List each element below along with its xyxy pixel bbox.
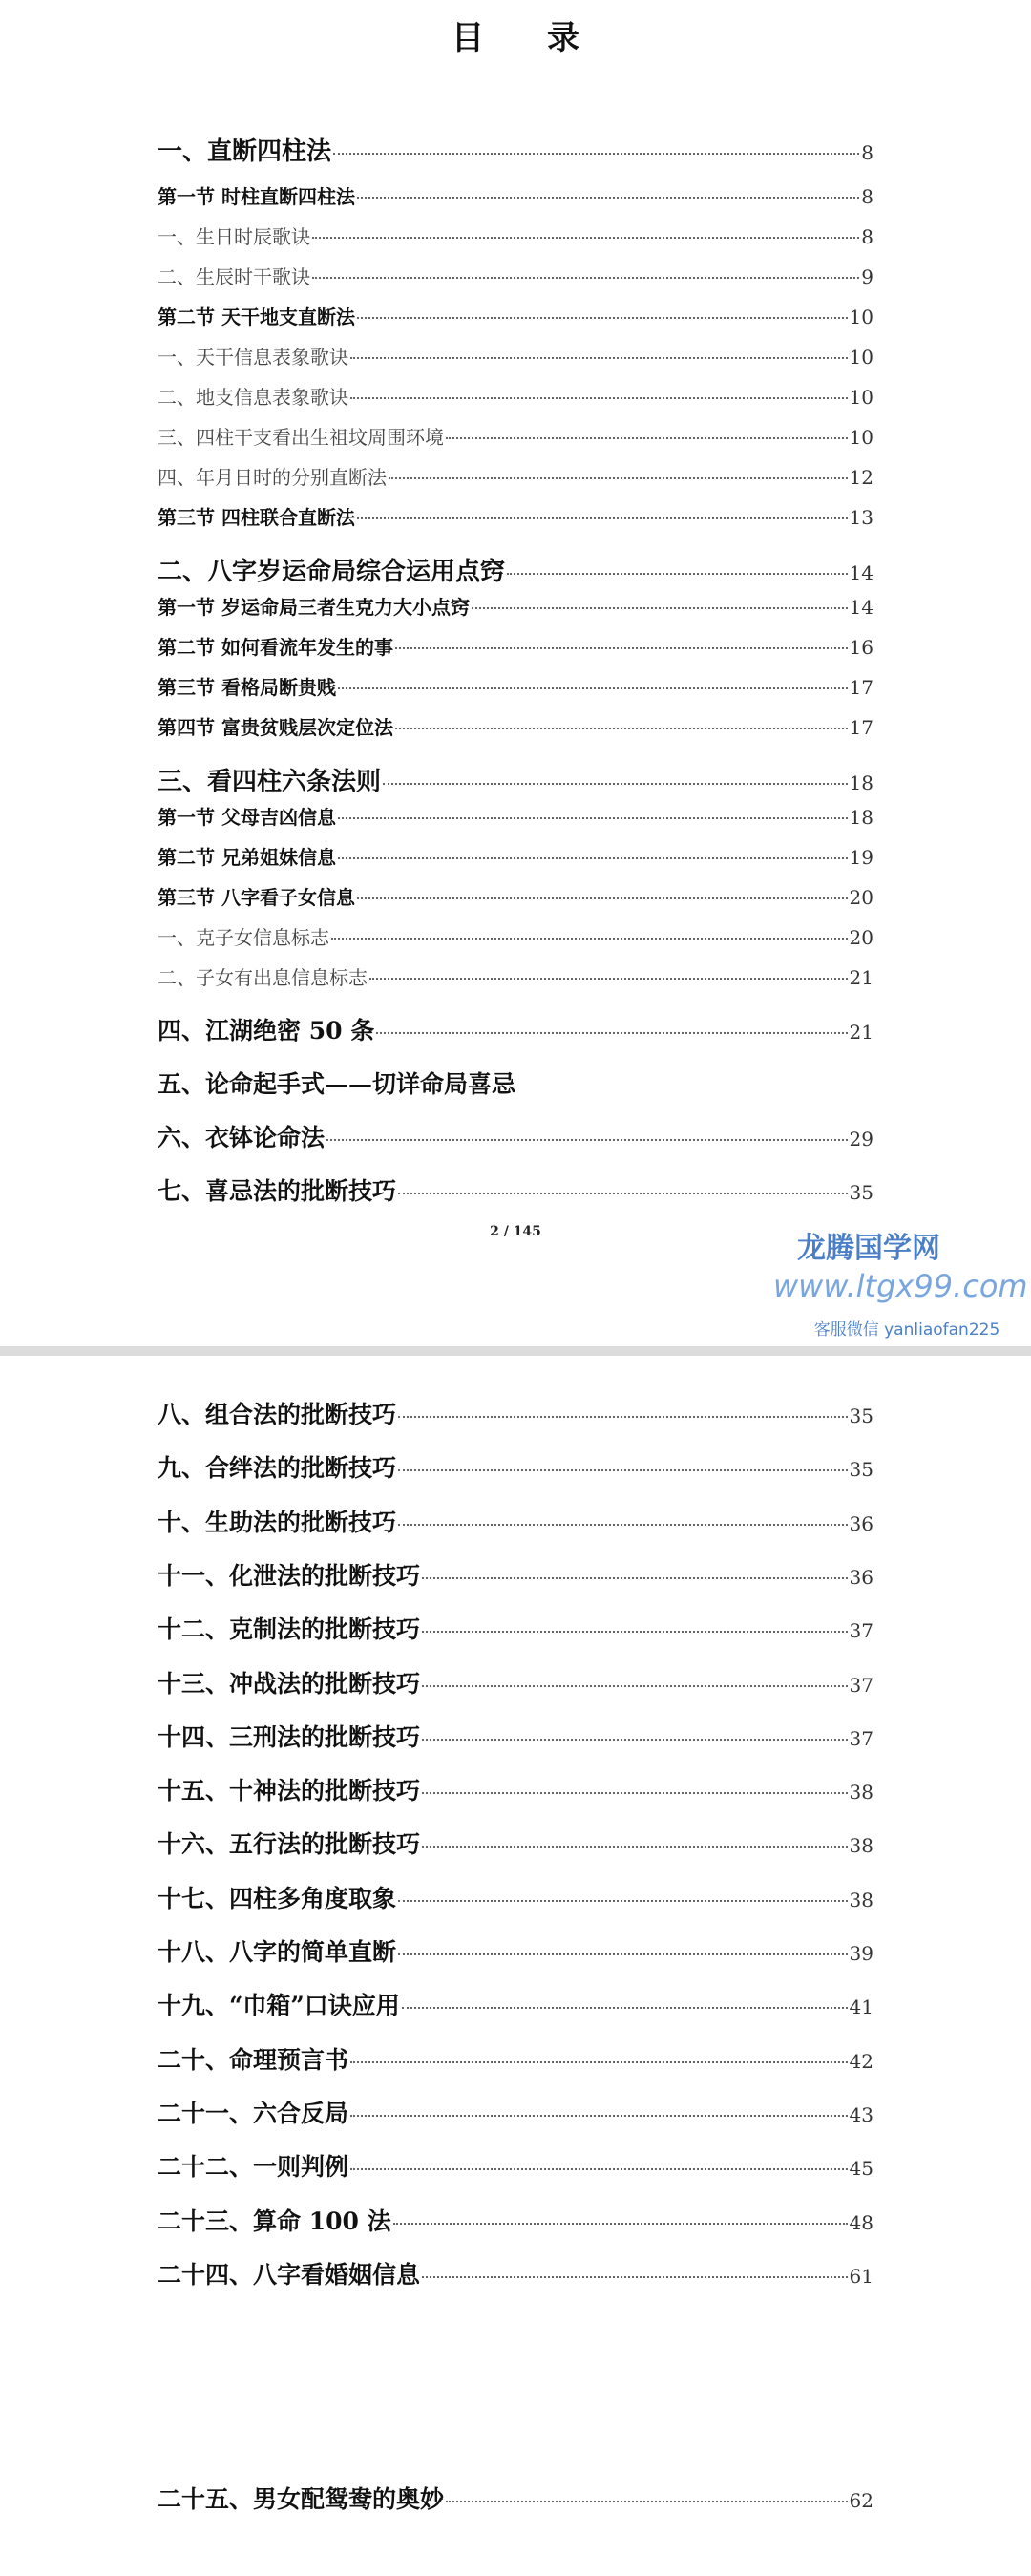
toc-entry-page: 13 bbox=[849, 506, 873, 529]
toc-entry-label: 一、生日时辰歌诀 bbox=[158, 225, 310, 248]
toc-entry bbox=[158, 2256, 873, 2291]
toc-entry-page: 41 bbox=[849, 1995, 873, 2018]
toc-leader-dots bbox=[338, 857, 848, 859]
toc-entry-label: 十九、“巾箱”口诀应用 bbox=[158, 1992, 400, 2019]
toc-leader-dots bbox=[389, 477, 848, 479]
toc-entry bbox=[158, 2481, 873, 2515]
toc-entry-page: 37 bbox=[849, 1727, 873, 1750]
toc-leader-dots bbox=[398, 1524, 848, 1526]
toc-title-char-1: 目 bbox=[452, 19, 484, 57]
toc-entry-page: 35 bbox=[849, 1404, 873, 1427]
toc-entry bbox=[158, 1557, 873, 1592]
toc-entry-page: 19 bbox=[849, 846, 873, 869]
toc-entry-page: 17 bbox=[849, 676, 873, 699]
toc-entry bbox=[158, 592, 873, 620]
toc-leader-dots bbox=[398, 1953, 848, 1955]
toc-leader-dots bbox=[338, 817, 848, 819]
toc-entry-label: 第三节 八字看子女信息 bbox=[158, 886, 355, 909]
toc-entry bbox=[158, 302, 873, 329]
toc-leader-dots bbox=[376, 1032, 847, 1034]
toc-entry bbox=[158, 1772, 873, 1806]
toc-entry bbox=[158, 502, 873, 530]
toc-entry bbox=[158, 2095, 873, 2129]
toc-entry bbox=[158, 1826, 873, 1860]
toc-entry-label: 第四节 富贵贫贱层次定位法 bbox=[158, 716, 393, 739]
toc-leader-dots bbox=[422, 2276, 848, 2278]
toc-entry bbox=[158, 552, 873, 587]
toc-entry-label: 五、论命起手式——切详命局喜忌 bbox=[158, 1070, 516, 1098]
toc-entry-page: 8 bbox=[861, 225, 873, 248]
toc-leader-dots bbox=[395, 647, 848, 649]
toc-entry-label: 六、衣钵论命法 bbox=[158, 1124, 326, 1151]
toc-entry bbox=[158, 1449, 873, 1484]
watermark-title: 龙腾国学网 bbox=[797, 1232, 940, 1265]
toc-entry bbox=[158, 1880, 873, 1914]
toc-entry-page: 10 bbox=[849, 346, 873, 369]
toc-entry-page: 8 bbox=[861, 185, 873, 208]
watermark-url: www.ltgx99.com bbox=[773, 1268, 1028, 1304]
toc-entry bbox=[158, 1119, 873, 1153]
toc-entry bbox=[158, 1933, 873, 1968]
toc-entry bbox=[158, 1066, 873, 1100]
toc-entry-page: 37 bbox=[849, 1674, 873, 1697]
toc-leader-dots bbox=[402, 2007, 848, 2009]
toc-entry-label: 一、克子女信息标志 bbox=[158, 926, 329, 949]
toc-entry-page: 48 bbox=[849, 2211, 873, 2234]
toc-entry bbox=[158, 1987, 873, 2021]
toc-page-2 bbox=[0, 1356, 1031, 2576]
toc-entry-page: 14 bbox=[849, 561, 873, 584]
toc-entry-page: 18 bbox=[849, 771, 873, 794]
toc-leader-dots bbox=[398, 1469, 848, 1471]
toc-leader-dots bbox=[357, 317, 848, 319]
toc-entry-page: 14 bbox=[849, 596, 873, 619]
toc-leader-dots bbox=[383, 783, 848, 785]
toc-leader-dots bbox=[331, 938, 848, 940]
toc-entry-page: 35 bbox=[849, 1181, 873, 1204]
toc-entry-label: 九、合绊法的批断技巧 bbox=[158, 1454, 397, 1482]
toc-leader-dots bbox=[422, 1685, 848, 1687]
toc-entry bbox=[158, 1504, 873, 1538]
toc-entry-label: 一、天干信息表象歌诀 bbox=[158, 346, 348, 369]
toc-entry bbox=[158, 2203, 873, 2237]
toc-leader-dots bbox=[338, 687, 848, 689]
toc-leader-dots bbox=[369, 978, 848, 980]
toc-entry-page: 21 bbox=[849, 1021, 873, 1044]
toc-entry-label: 十二、克制法的批断技巧 bbox=[158, 1615, 421, 1643]
toc-entry bbox=[158, 342, 873, 370]
toc-entry-page: 18 bbox=[849, 806, 873, 829]
toc-entry bbox=[158, 882, 873, 910]
toc-leader-dots bbox=[422, 1792, 848, 1794]
toc-leader-dots bbox=[446, 437, 848, 439]
toc-leader-dots bbox=[398, 1416, 848, 1418]
toc-entry bbox=[158, 181, 873, 209]
toc-leader-dots bbox=[395, 728, 848, 729]
toc-entry-label: 十四、三刑法的批断技巧 bbox=[158, 1723, 421, 1751]
toc-leader-dots bbox=[422, 1577, 848, 1579]
page-separator bbox=[0, 1346, 1031, 1356]
toc-entry-label: 十六、五行法的批断技巧 bbox=[158, 1830, 421, 1858]
toc-entry-page: 8 bbox=[861, 141, 873, 164]
toc-entry-label: 二十、命理预言书 bbox=[158, 2046, 349, 2074]
toc-leader-dots bbox=[357, 197, 859, 199]
toc-entry-label: 三、四柱干支看出生祖坟周围环境 bbox=[158, 426, 444, 449]
toc-entry bbox=[158, 1396, 873, 1430]
toc-entry-label: 二、八字岁运命局综合运用点窍 bbox=[158, 558, 506, 586]
toc-entry-page: 29 bbox=[849, 1128, 873, 1151]
toc-entry-page: 38 bbox=[849, 1781, 873, 1804]
toc-entry-page: 39 bbox=[849, 1942, 873, 1965]
toc-entry-label: 一、直断四柱法 bbox=[158, 137, 332, 166]
toc-entry-page: 36 bbox=[849, 1512, 873, 1535]
toc-entry-page: 10 bbox=[849, 386, 873, 409]
toc-entry bbox=[158, 842, 873, 870]
toc-entry-label: 四、江湖绝密 50 条 bbox=[158, 1017, 375, 1045]
toc-leader-dots bbox=[350, 2168, 848, 2170]
toc-entry bbox=[158, 802, 873, 830]
toc-entry-label: 二十五、男女配鸳鸯的奥妙 bbox=[158, 2485, 445, 2513]
toc-entry-label: 二十一、六合反局 bbox=[158, 2100, 349, 2127]
toc-entry-label: 第二节 天干地支直断法 bbox=[158, 306, 355, 328]
toc-entry-label: 八、组合法的批断技巧 bbox=[158, 1401, 397, 1428]
toc-entry bbox=[158, 962, 873, 990]
toc-entry-page: 36 bbox=[849, 1566, 873, 1589]
toc-leader-dots bbox=[398, 1900, 848, 1902]
toc-entry-label: 十五、十神法的批断技巧 bbox=[158, 1777, 421, 1805]
toc-entry-page: 21 bbox=[849, 966, 873, 989]
toc-leader-dots bbox=[446, 2501, 848, 2502]
toc-entry bbox=[158, 762, 873, 797]
toc-entry-page: 20 bbox=[849, 926, 873, 949]
toc-title bbox=[0, 11, 1031, 58]
toc-entry-label: 第二节 如何看流年发生的事 bbox=[158, 636, 393, 659]
toc-entry bbox=[158, 132, 873, 167]
toc-entry-label: 十八、八字的简单直断 bbox=[158, 1938, 397, 1966]
toc-entry-label: 三、看四柱六条法则 bbox=[158, 768, 382, 796]
toc-entry-page: 12 bbox=[849, 466, 873, 489]
toc-entry bbox=[158, 2041, 873, 2076]
page-number-footer: 2 / 145 bbox=[490, 1224, 541, 1239]
toc-leader-dots bbox=[350, 2061, 848, 2063]
toc-entry-page: 35 bbox=[849, 1458, 873, 1481]
toc-entry bbox=[158, 222, 873, 249]
toc-entry bbox=[158, 1012, 873, 1046]
toc-entry-page: 10 bbox=[849, 306, 873, 328]
toc-entry-label: 二十三、算命 100 法 bbox=[158, 2207, 391, 2235]
toc-leader-dots bbox=[312, 277, 859, 279]
toc-entry-label: 二、子女有出息信息标志 bbox=[158, 966, 368, 989]
toc-entry-page: 62 bbox=[849, 2489, 873, 2512]
toc-entry-page: 42 bbox=[849, 2050, 873, 2073]
toc-leader-dots bbox=[422, 1846, 848, 1848]
toc-leader-dots bbox=[393, 2223, 848, 2225]
toc-entry-label: 第一节 时柱直断四柱法 bbox=[158, 185, 355, 208]
toc-entry-page: 17 bbox=[849, 716, 873, 739]
toc-entry bbox=[158, 462, 873, 490]
toc-entry-page: 20 bbox=[849, 886, 873, 909]
toc-entry-page: 9 bbox=[861, 265, 873, 288]
toc-entry-label: 十、生助法的批断技巧 bbox=[158, 1509, 397, 1536]
toc-title-char-2: 录 bbox=[547, 19, 579, 57]
toc-leader-dots bbox=[472, 607, 848, 609]
toc-entry bbox=[158, 672, 873, 700]
watermark-contact: 客服微信 yanliaofan225 bbox=[813, 1320, 1000, 1340]
toc-entry bbox=[158, 922, 873, 950]
toc-entry bbox=[158, 1719, 873, 1753]
toc-entry-page: 16 bbox=[849, 636, 873, 659]
toc-leader-dots bbox=[357, 897, 848, 899]
toc-entry-label: 二、地支信息表象歌诀 bbox=[158, 386, 348, 409]
toc-leader-dots bbox=[422, 1739, 848, 1741]
toc-entry-label: 十七、四柱多角度取象 bbox=[158, 1885, 397, 1912]
toc-entry-label: 七、喜忌法的批断技巧 bbox=[158, 1177, 397, 1205]
toc-entry-page: 38 bbox=[849, 1834, 873, 1857]
toc-leader-dots bbox=[398, 1193, 848, 1194]
toc-entry-label: 十一、化泄法的批断技巧 bbox=[158, 1562, 421, 1590]
toc-entry-label: 二十二、一则判例 bbox=[158, 2153, 349, 2181]
toc-entry-label: 第一节 岁运命局三者生克力大小点窍 bbox=[158, 596, 470, 619]
toc-entry bbox=[158, 2148, 873, 2183]
toc-entry-label: 第三节 看格局断贵贱 bbox=[158, 676, 336, 699]
toc-entry bbox=[158, 1665, 873, 1700]
toc-entry-label: 第一节 父母吉凶信息 bbox=[158, 806, 336, 829]
toc-leader-dots bbox=[350, 357, 848, 359]
toc-entry-label: 二十四、八字看婚姻信息 bbox=[158, 2261, 421, 2289]
toc-leader-dots bbox=[350, 397, 848, 399]
toc-entry-label: 二、生辰时干歌诀 bbox=[158, 265, 310, 288]
toc-leader-dots bbox=[312, 237, 859, 239]
toc-entry-label: 十三、冲战法的批断技巧 bbox=[158, 1670, 421, 1698]
toc-leader-dots bbox=[507, 573, 848, 575]
toc-entry bbox=[158, 632, 873, 660]
toc-entry bbox=[158, 712, 873, 740]
toc-entry-page: 38 bbox=[849, 1889, 873, 1911]
toc-entry bbox=[158, 262, 873, 289]
toc-entry bbox=[158, 1172, 873, 1207]
toc-leader-dots bbox=[422, 1631, 848, 1633]
toc-entry-page: 45 bbox=[849, 2157, 873, 2180]
toc-entry-label: 第三节 四柱联合直断法 bbox=[158, 506, 355, 529]
toc-leader-dots bbox=[350, 2115, 848, 2117]
toc-entry bbox=[158, 422, 873, 450]
toc-entry bbox=[158, 1611, 873, 1645]
toc-entry-label: 四、年月日时的分别直断法 bbox=[158, 466, 387, 489]
toc-entry bbox=[158, 382, 873, 410]
toc-entry-page: 43 bbox=[849, 2103, 873, 2126]
toc-entry-page: 10 bbox=[849, 426, 873, 449]
toc-entry-page: 37 bbox=[849, 1619, 873, 1642]
toc-leader-dots bbox=[326, 1139, 848, 1141]
toc-entry-label: 第二节 兄弟姐妹信息 bbox=[158, 846, 336, 869]
toc-entry-page: 61 bbox=[849, 2265, 873, 2288]
toc-leader-dots bbox=[357, 517, 848, 519]
toc-leader-dots bbox=[333, 153, 859, 155]
